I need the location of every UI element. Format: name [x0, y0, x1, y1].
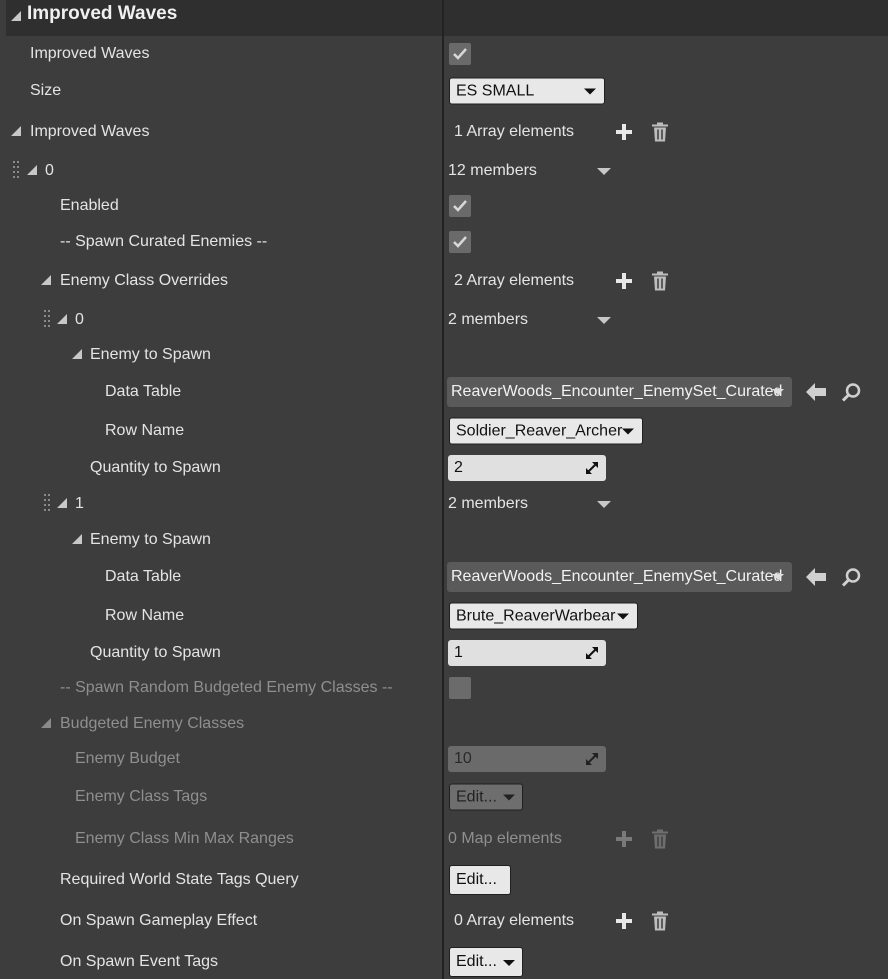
array-index-label: 1	[75, 495, 84, 512]
chevron-down-icon	[622, 429, 634, 435]
chevron-down-icon	[772, 389, 784, 395]
size-dropdown[interactable]	[449, 78, 605, 105]
property-label: Data Table	[105, 383, 182, 400]
add-element-icon[interactable]	[615, 123, 633, 141]
edit-label: Edit...	[456, 788, 497, 806]
data-table-value: ReaverWoods_Encounter_EnemySet_Curated	[451, 383, 783, 400]
row-data-table	[0, 374, 888, 410]
trash-icon[interactable]	[652, 123, 668, 142]
data-table-picker[interactable]	[447, 377, 792, 407]
category-title: Improved Waves	[27, 3, 178, 24]
row-name-dropdown[interactable]	[449, 603, 638, 630]
collapse-triangle-icon[interactable]	[11, 126, 21, 136]
row-required-world-state	[0, 862, 888, 898]
chevron-down-icon[interactable]	[597, 501, 611, 508]
property-label: -- Spawn Curated Enemies --	[60, 233, 268, 250]
row-improved-waves-array	[0, 114, 888, 150]
row-enemy-class-overrides	[0, 263, 888, 299]
enemy-budget-value: 10	[454, 750, 472, 767]
chevron-down-icon	[584, 89, 596, 95]
array-count: 1 Array elements	[454, 123, 575, 140]
property-label: Row Name	[105, 607, 185, 624]
array-count: 2 Array elements	[454, 272, 575, 289]
row-override-1	[0, 486, 888, 522]
collapse-triangle-icon[interactable]	[41, 275, 51, 285]
collapse-triangle-icon[interactable]	[27, 165, 37, 175]
row-enemy-class-tags	[0, 779, 888, 815]
enemy-class-tags-edit[interactable]	[449, 784, 523, 811]
row-enabled	[0, 188, 888, 224]
collapse-triangle-icon[interactable]	[11, 11, 21, 21]
members-count: 2 members	[448, 495, 529, 512]
row-on-spawn-event-tags	[0, 944, 888, 979]
row-spawn-curated	[0, 224, 888, 260]
spawn-curated-checkbox[interactable]	[449, 231, 471, 253]
use-selected-arrow-icon[interactable]	[806, 383, 826, 401]
row-name-dropdown[interactable]	[449, 418, 643, 445]
size-dropdown-value: ES SMALL	[456, 82, 535, 100]
row-quantity	[0, 635, 888, 671]
checkmark-icon	[451, 197, 469, 215]
edit-label: Edit...	[456, 871, 497, 888]
improved-waves-checkbox[interactable]	[449, 43, 471, 65]
array-index-label: 0	[45, 162, 54, 179]
property-label: Enemy Class Overrides	[60, 272, 229, 289]
checkmark-icon	[451, 233, 469, 251]
collapse-triangle-icon[interactable]	[72, 349, 82, 359]
chevron-down-icon	[503, 795, 515, 801]
row-spawn-random	[0, 670, 888, 706]
collapse-triangle-icon[interactable]	[41, 718, 51, 728]
browse-search-icon[interactable]	[842, 568, 861, 587]
row-row-name	[0, 598, 888, 634]
map-count: 0 Map elements	[448, 830, 562, 847]
checkmark-icon	[451, 45, 469, 63]
property-label: On Spawn Event Tags	[60, 953, 219, 970]
drag-handle-icon[interactable]	[44, 494, 52, 514]
property-label: Row Name	[105, 422, 185, 439]
property-label: Enemy Budget	[75, 750, 180, 767]
category-header[interactable]	[6, 0, 888, 36]
collapse-triangle-icon[interactable]	[72, 534, 82, 544]
row-size	[0, 73, 888, 109]
property-label: Data Table	[105, 568, 182, 585]
spawn-random-checkbox[interactable]	[449, 677, 471, 699]
add-element-icon[interactable]	[615, 272, 633, 290]
enabled-checkbox[interactable]	[449, 195, 471, 217]
collapse-triangle-icon[interactable]	[57, 498, 67, 508]
row-name-value: Brute_ReaverWarbear	[456, 607, 616, 625]
world-state-edit-button[interactable]	[449, 865, 511, 895]
property-label: Enabled	[60, 197, 119, 214]
data-table-picker[interactable]	[447, 562, 792, 592]
property-label: On Spawn Gameplay Effect	[60, 912, 258, 929]
chevron-down-icon	[503, 960, 515, 966]
trash-icon[interactable]	[652, 912, 668, 931]
row-enemy-to-spawn	[0, 337, 888, 373]
property-label: Enemy Class Min Max Ranges	[75, 830, 294, 847]
chevron-down-icon[interactable]	[597, 168, 611, 175]
drag-value-icon[interactable]	[586, 647, 598, 659]
property-label: Improved Waves	[30, 45, 150, 62]
property-label: Budgeted Enemy Classes	[60, 715, 245, 732]
quantity-value: 1	[454, 644, 463, 661]
row-on-spawn-effect	[0, 903, 888, 939]
row-budgeted-classes	[0, 706, 888, 742]
property-label: -- Spawn Random Budgeted Enemy Classes --	[60, 679, 393, 696]
property-label: Quantity to Spawn	[90, 459, 221, 476]
array-count: 0 Array elements	[454, 912, 575, 929]
use-selected-arrow-icon[interactable]	[806, 568, 826, 586]
property-label: Improved Waves	[30, 123, 150, 140]
property-label: Enemy Class Tags	[75, 788, 208, 805]
property-label: Enemy to Spawn	[90, 346, 211, 363]
edit-label: Edit...	[456, 953, 497, 970]
data-table-value: ReaverWoods_Encounter_EnemySet_Curated	[451, 568, 783, 585]
drag-handle-icon[interactable]	[44, 310, 52, 330]
browse-search-icon[interactable]	[842, 383, 861, 402]
chevron-down-icon[interactable]	[597, 317, 611, 324]
quantity-input[interactable]	[448, 640, 606, 666]
add-element-icon[interactable]	[615, 912, 633, 930]
row-quantity	[0, 450, 888, 486]
trash-icon[interactable]	[652, 830, 668, 849]
array-index-label: 0	[75, 311, 84, 328]
row-enemy-budget	[0, 741, 888, 777]
row-enemy-to-spawn	[0, 522, 888, 558]
members-count: 12 members	[448, 162, 537, 179]
row-wave-0	[0, 153, 888, 189]
chevron-down-icon	[617, 614, 629, 620]
quantity-input[interactable]	[448, 455, 606, 481]
chevron-down-icon	[772, 574, 784, 580]
collapse-triangle-icon[interactable]	[57, 314, 67, 324]
members-count: 2 members	[448, 311, 529, 328]
property-label: Size	[30, 82, 62, 99]
row-name-value: Soldier_Reaver_Archer	[456, 422, 623, 440]
row-enemy-minmax	[0, 821, 888, 857]
property-label: Required World State Tags Query	[60, 871, 299, 888]
event-tags-edit[interactable]	[449, 947, 523, 977]
trash-icon[interactable]	[652, 272, 668, 291]
row-row-name	[0, 413, 888, 449]
drag-value-icon[interactable]	[586, 753, 598, 765]
row-override-0	[0, 302, 888, 338]
property-label: Enemy to Spawn	[90, 531, 211, 548]
drag-value-icon[interactable]	[586, 462, 598, 474]
quantity-value: 2	[454, 459, 463, 476]
add-element-icon[interactable]	[615, 830, 633, 848]
drag-handle-icon[interactable]	[13, 161, 21, 181]
property-label: Quantity to Spawn	[90, 644, 221, 661]
row-data-table	[0, 559, 888, 595]
enemy-budget-input[interactable]	[448, 746, 606, 772]
row-improved-waves-toggle	[0, 36, 888, 72]
